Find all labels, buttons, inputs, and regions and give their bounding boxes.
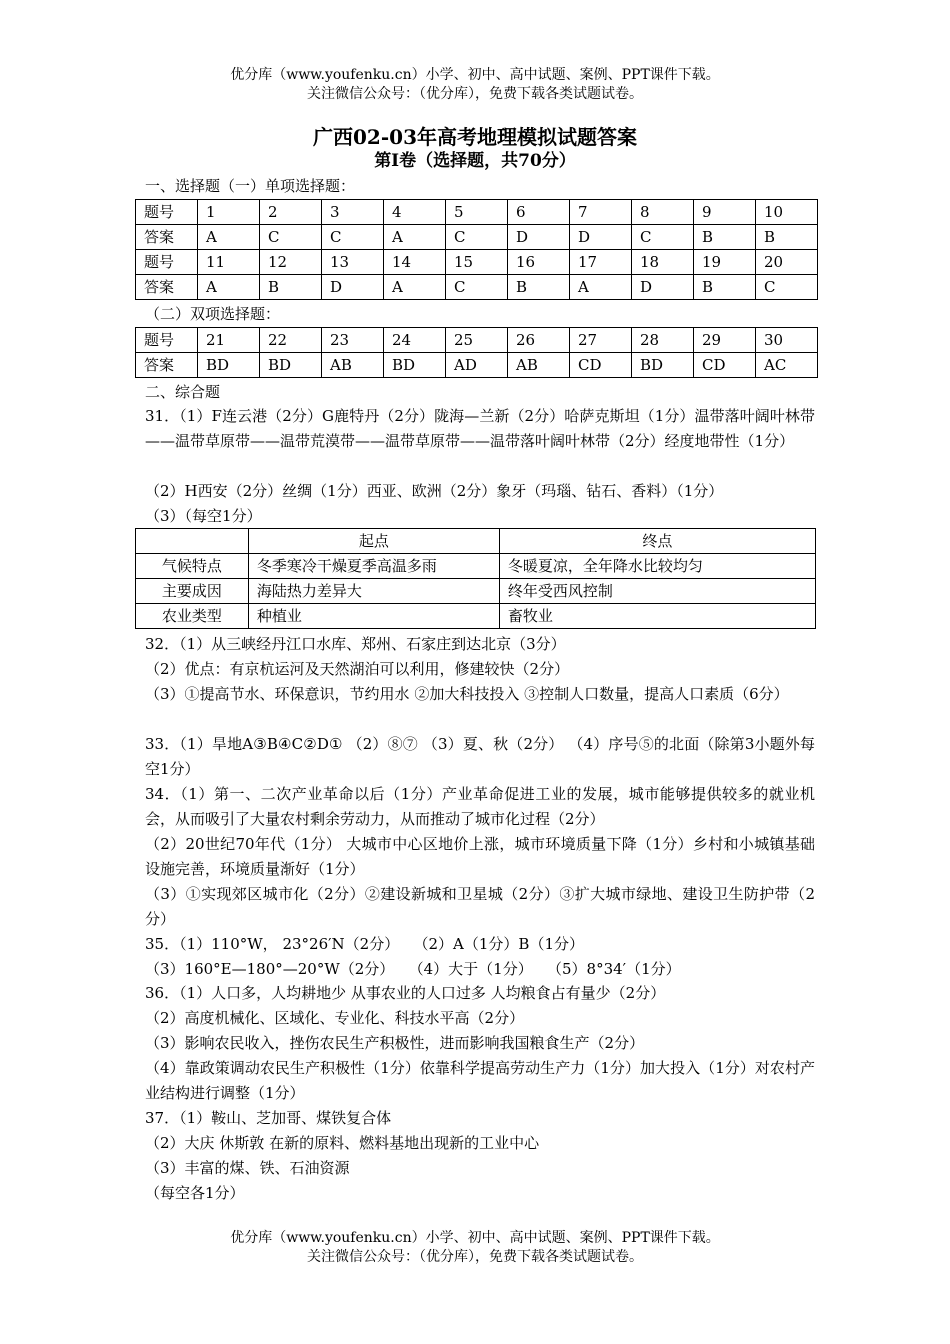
table-cell: 海陆热力差异大 xyxy=(248,579,499,604)
answer-q36-part1: 36．（1）人口多，人均耕地少 从事农业的人口过多 人均粮食占有量少（2分） xyxy=(145,984,666,1002)
table-cell: D xyxy=(508,225,570,250)
table-cell: AB xyxy=(508,353,570,378)
answer-q36-part2: （2）高度机械化、区域化、专业化、科技水平高（2分） xyxy=(145,1009,525,1027)
table-cell: B xyxy=(694,275,756,300)
table-cell: 18 xyxy=(632,250,694,275)
table-cell: 22 xyxy=(260,328,322,353)
answer-q32-part2: （2）优点：有京杭运河及天然湖泊可以利用，修建较快（2分） xyxy=(145,660,570,678)
table-cell: A xyxy=(198,225,260,250)
table-cell: 10 xyxy=(756,200,818,225)
table-cell: D xyxy=(322,275,384,300)
table-cell: 14 xyxy=(384,250,446,275)
table-cell: 题号 xyxy=(136,328,198,353)
table-header-cell xyxy=(136,529,249,554)
header-line-2: 关注微信公众号：（优分库），免费下载各类试题试卷。 xyxy=(307,86,643,102)
table-cell: 11 xyxy=(198,250,260,275)
table-cell: 冬季寒冷干燥夏季高温多雨 xyxy=(248,554,499,579)
table-cell: 27 xyxy=(570,328,632,353)
table-cell: C xyxy=(632,225,694,250)
table-cell: B xyxy=(260,275,322,300)
table-cell: C xyxy=(446,275,508,300)
page-header xyxy=(0,66,950,104)
document-subtitle: 第Ⅰ卷（选择题，共70分） xyxy=(374,151,576,171)
table-cell: C xyxy=(446,225,508,250)
answer-q31-part2: （2）H西安（2分）丝绸（1分）西亚、欧洲（2分）象牙（玛瑙、钻石、香料）（1分） xyxy=(145,482,724,500)
footer-line-2: 关注微信公众号：（优分库），免费下载各类试题试卷。 xyxy=(307,1249,643,1265)
table-cell: AD xyxy=(446,353,508,378)
table-cell: C xyxy=(756,275,818,300)
table-cell: 4 xyxy=(384,200,446,225)
table-cell: C xyxy=(260,225,322,250)
answer-q33: 33．（1）旱地A③B④C②D① （2）⑧⑦ （3）夏、秋（2分） （4）序号⑤的北面（除第3小题外每空1分） xyxy=(145,735,815,778)
answer-q34-part3: （3）①实现郊区城市化（2分）②建设新城和卫星城（2分）③扩大城市绿地、建设卫生防护带（2分） xyxy=(145,885,815,928)
climate-comparison-table xyxy=(135,528,816,629)
answer-q32-part1: 32．（1）从三峡经丹江口水库、郑州、石家庄到达北京（3分） xyxy=(145,635,566,653)
double-choice-answer-table xyxy=(135,327,818,378)
section-heading-comprehensive: 二、综合题 xyxy=(145,383,221,401)
answer-q31-part3: （3）（每空1分） xyxy=(145,507,262,525)
table-header-row xyxy=(136,529,816,554)
table-cell: 21 xyxy=(198,328,260,353)
single-choice-answer-table xyxy=(135,199,818,300)
footer-line-1: 优分库（www.youfenku.cn）小学、初中、高中试题、案例、PPT课件下载。 xyxy=(230,1230,720,1246)
table-cell: 答案 xyxy=(136,225,198,250)
table-cell: 畜牧业 xyxy=(499,604,815,629)
answer-q35-part2: （3）160°E—180°—20°W（2分） （4）大于（1分） （5）8°34′（1分） xyxy=(145,960,681,978)
table-row xyxy=(136,579,816,604)
table-cell: CD xyxy=(570,353,632,378)
table-cell: 25 xyxy=(446,328,508,353)
table-cell: 题号 xyxy=(136,250,198,275)
table-cell: A xyxy=(384,225,446,250)
table-row xyxy=(136,200,818,225)
table-cell: D xyxy=(570,225,632,250)
table-row xyxy=(136,225,818,250)
table-cell: 题号 xyxy=(136,200,198,225)
table-cell: 3 xyxy=(322,200,384,225)
header-line-1: 优分库（www.youfenku.cn）小学、初中、高中试题、案例、PPT课件下载。 xyxy=(230,67,720,83)
table-header-cell: 终点 xyxy=(499,529,815,554)
table-cell: BD xyxy=(260,353,322,378)
table-cell: 气候特点 xyxy=(136,554,249,579)
answer-q31-part1: 31．（1）F连云港（2分）G鹿特丹（2分）陇海—兰新（2分）哈萨克斯坦（1分）温带落叶阔叶林带——温带草原带——温带荒漠带——温带草原带——温带落叶阔叶林带（2分）经度地带性（1分） xyxy=(145,407,815,450)
table-cell: 13 xyxy=(322,250,384,275)
table-cell: 8 xyxy=(632,200,694,225)
document-title: 广西02-03年高考地理模拟试题答案 xyxy=(313,125,637,149)
table-row xyxy=(136,604,816,629)
table-cell: 主要成因 xyxy=(136,579,249,604)
answer-q37-note: （每空各1分） xyxy=(145,1184,245,1202)
table-cell: B xyxy=(694,225,756,250)
table-cell: 种植业 xyxy=(248,604,499,629)
table-cell: BD xyxy=(198,353,260,378)
table-cell: 5 xyxy=(446,200,508,225)
answer-q36-part3: （3）影响农民收入，挫伤农民生产积极性，进而影响我国粮食生产（2分） xyxy=(145,1034,645,1052)
table-row xyxy=(136,275,818,300)
answer-q37-part2: （2）大庆 休斯敦 在新的原料、燃料基地出现新的工业中心 xyxy=(145,1134,540,1152)
table-cell: AB xyxy=(322,353,384,378)
table-row xyxy=(136,328,818,353)
table-cell: 26 xyxy=(508,328,570,353)
page-footer xyxy=(0,1229,950,1267)
table-cell: BD xyxy=(632,353,694,378)
answer-q34-part2: （2）20世纪70年代（1分） 大城市中心区地价上涨，城市环境质量下降（1分）乡村和小城镇基础设施完善，环境质量渐好（1分） xyxy=(145,835,815,878)
table-cell: C xyxy=(322,225,384,250)
table-cell: A xyxy=(384,275,446,300)
answer-q37-part1: 37．（1）鞍山、芝加哥、煤铁复合体 xyxy=(145,1109,392,1127)
table-cell: B xyxy=(508,275,570,300)
table-cell: D xyxy=(632,275,694,300)
table-cell: A xyxy=(198,275,260,300)
table-cell: 1 xyxy=(198,200,260,225)
table-cell: 答案 xyxy=(136,353,198,378)
answer-q32-part3: （3）①提高节水、环保意识，节约用水 ②加大科技投入 ③控制人口数量，提高人口素质（6分） xyxy=(145,685,789,703)
answer-q34-part1: 34．（1）第一、二次产业革命以后（1分）产业革命促进工业的发展，城市能够提供较多的就业机会，从而吸引了大量农村剩余劳动力，从而推动了城市化过程（2分） xyxy=(145,785,815,828)
answer-q36-part4: （4）靠政策调动农民生产积极性（1分）依靠科学提高劳动生产力（1分）加大投入（1分）对农村产业结构进行调整（1分） xyxy=(145,1059,815,1102)
section-heading-single-choice: 一、选择题（一）单项选择题： xyxy=(145,177,356,195)
answer-q35-part1: 35．（1）110°W， 23°26′N（2分） （2）A（1分）B（1分） xyxy=(145,935,584,953)
table-cell: 终年受西风控制 xyxy=(499,579,815,604)
table-cell: 答案 xyxy=(136,275,198,300)
table-cell: BD xyxy=(384,353,446,378)
section-heading-double-choice: （二）双项选择题： xyxy=(145,305,281,323)
table-cell: 7 xyxy=(570,200,632,225)
table-row xyxy=(136,554,816,579)
table-cell: 6 xyxy=(508,200,570,225)
table-cell: 17 xyxy=(570,250,632,275)
table-cell: 30 xyxy=(756,328,818,353)
table-row xyxy=(136,353,818,378)
table-cell: A xyxy=(570,275,632,300)
table-cell: 12 xyxy=(260,250,322,275)
table-cell: 24 xyxy=(384,328,446,353)
table-cell: 20 xyxy=(756,250,818,275)
table-header-cell: 起点 xyxy=(248,529,499,554)
table-cell: AC xyxy=(756,353,818,378)
table-cell: CD xyxy=(694,353,756,378)
table-cell: 19 xyxy=(694,250,756,275)
table-row xyxy=(136,250,818,275)
table-cell: 23 xyxy=(322,328,384,353)
table-cell: 16 xyxy=(508,250,570,275)
table-cell: 冬暖夏凉，全年降水比较均匀 xyxy=(499,554,815,579)
table-cell: 农业类型 xyxy=(136,604,249,629)
answer-q37-part3: （3）丰富的煤、铁、石油资源 xyxy=(145,1159,350,1177)
table-cell: 28 xyxy=(632,328,694,353)
table-cell: 15 xyxy=(446,250,508,275)
table-cell: B xyxy=(756,225,818,250)
table-cell: 29 xyxy=(694,328,756,353)
table-cell: 2 xyxy=(260,200,322,225)
table-cell: 9 xyxy=(694,200,756,225)
